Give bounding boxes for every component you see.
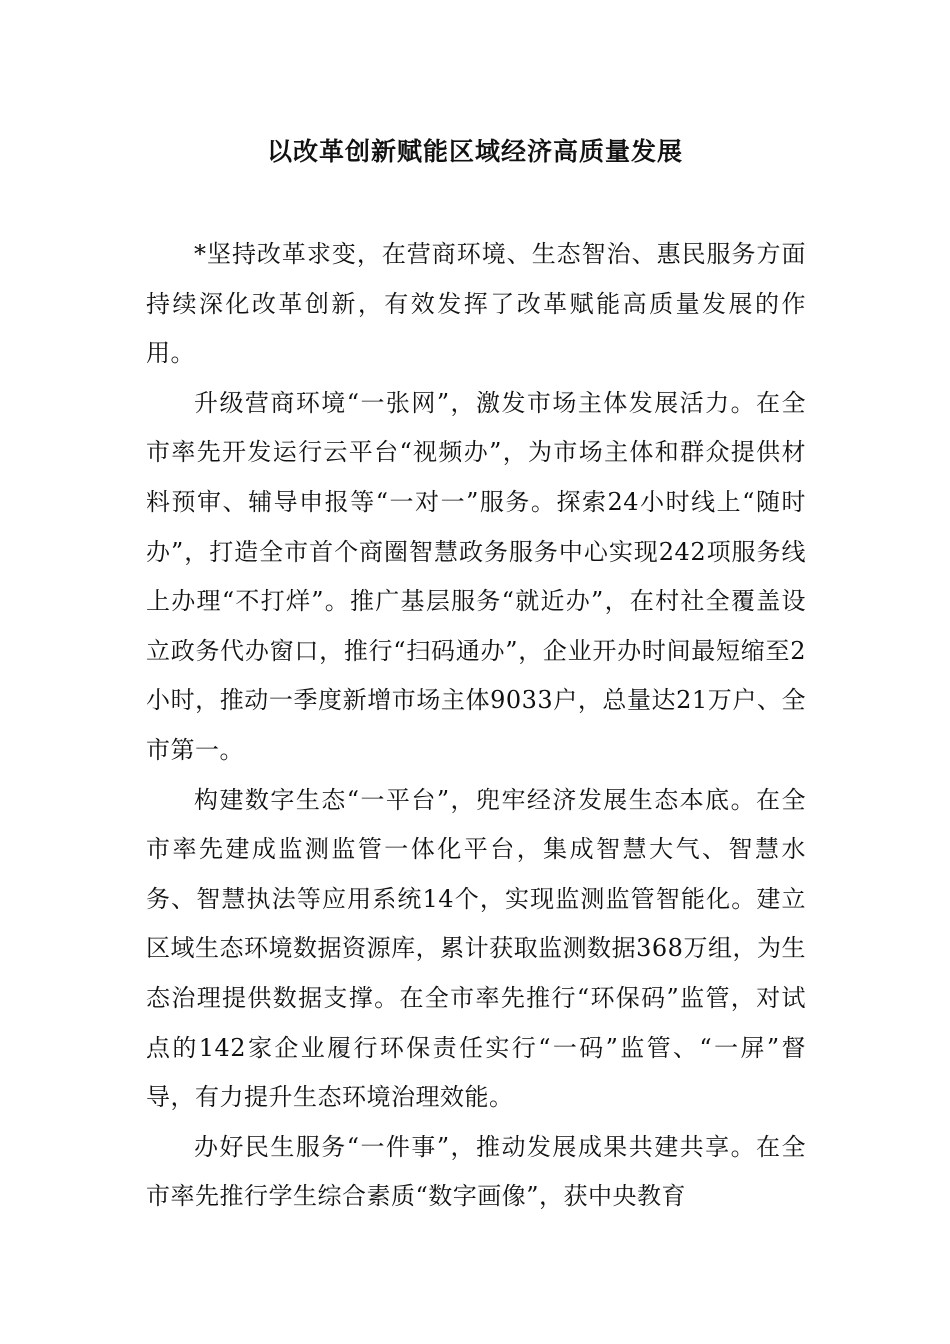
document-body	[146, 230, 806, 1222]
paragraph-intro: *坚持改革求变，在营商环境、生态智治、惠民服务方面持续深化改革创新，有效发挥了改革赋能高质量发展的作用。	[146, 240, 806, 368]
paragraph-business-environment: 升级营商环境“一张网”，激发市场主体发展活力。在全市率先开发运行云平台“视频办”，为市场主体和群众提供材料预审、辅导申报等“一对一”服务。探索24小时线上“随时办”，打造全市首个商圈智慧政务服务中心实现242项服务线上办理“不打烊”。推广基层服务“就近办”，在村社全覆盖设立政务代办窗口，推行“扫码通办”，企业开办时间最短缩至2小时，推动一季度新增市场主体9033户，总量达21万户、全市第一。	[146, 388, 806, 764]
paragraph-livelihood-services: 办好民生服务“一件事”，推动发展成果共建共享。在全市率先推行学生综合素质“数字画像”，获中央教育	[146, 1132, 806, 1211]
paragraph-digital-ecology: 构建数字生态“一平台”，兜牢经济发展生态本底。在全市率先建成监测监管一体化平台，集成智慧大气、智慧水务、智慧执法等应用系统14个，实现监测监管智能化。建立区域生态环境数据资源库，累计获取监测数据368万组，为生态治理提供数据支撑。在全市率先推行“环保码”监管，对试点的142家企业履行环保责任实行“一码”监管、“一屏”督导，有力提升生态环境治理效能。	[146, 785, 806, 1112]
document-title: 以改革创新赋能区域经济高质量发展	[266, 137, 683, 166]
